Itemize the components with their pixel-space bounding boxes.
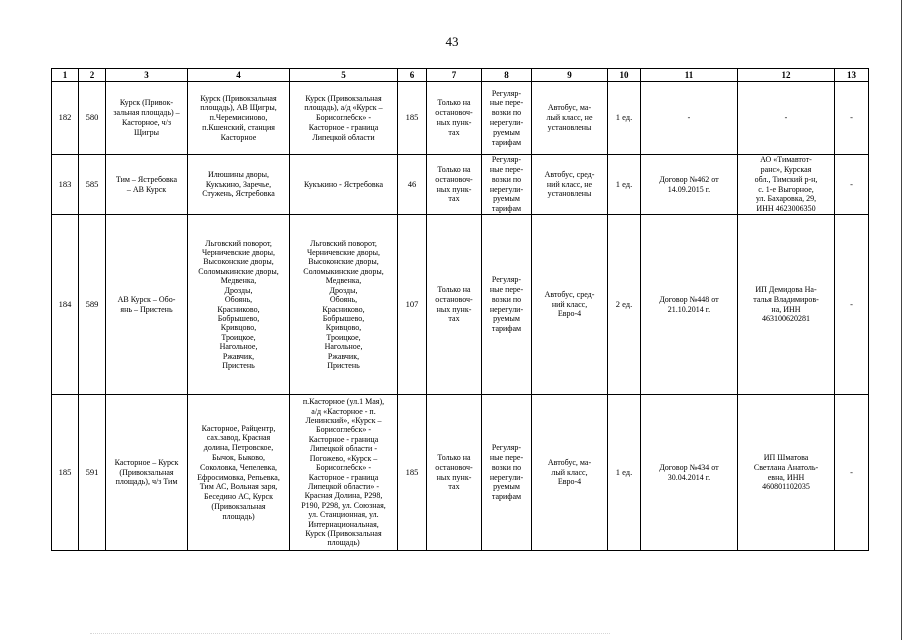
contract-info-cell — [641, 395, 738, 551]
stop-procedure-line: ных пунк- — [436, 184, 472, 194]
intermediate-stops-line: Медвенка, — [220, 276, 257, 286]
carrier-info-line: 460801102035 — [762, 482, 810, 492]
carrier-info-line: АО «Тимавтот- — [760, 155, 812, 165]
carrier-info-line: Светлана Анатоль- — [753, 462, 819, 472]
intermediate-stops-cell — [188, 215, 290, 395]
stop-procedure-line: тах — [448, 482, 460, 492]
route-streets-line: Липецкой области — [312, 132, 375, 142]
vehicle-class-line: установлены — [547, 189, 592, 199]
carrier-info-line: евна, ИНН — [767, 472, 805, 482]
carrier-info-cell — [738, 215, 835, 395]
table-row — [52, 155, 869, 215]
stop-procedure-line: остановоч- — [435, 174, 473, 184]
contract-info-line: - — [687, 113, 691, 123]
route-streets-cell — [290, 82, 398, 155]
route-name-line: Щигры — [133, 127, 159, 137]
carrier-info-line: ИНН 4623006350 — [756, 204, 816, 214]
intermediate-stops-cell — [188, 395, 290, 551]
route-streets-line: Борисоглебск» - — [315, 113, 371, 123]
transport-type-line: руемым — [493, 194, 520, 204]
stop-procedure-line: Только на — [437, 98, 471, 108]
note-cell: - — [835, 82, 869, 155]
header-row — [52, 69, 869, 82]
vehicle-class-cell — [532, 215, 608, 395]
contract-info-line: Договор №448 от — [659, 294, 719, 304]
intermediate-stops-line: Касторное — [220, 132, 257, 142]
route-length-cell: 107 — [398, 215, 427, 395]
stop-procedure-line: Только на — [437, 164, 471, 174]
contract-info-line: 21.10.2014 г. — [667, 304, 711, 314]
col-header-8: 8 — [482, 69, 532, 82]
intermediate-stops-line: Троицкое, — [221, 332, 256, 342]
route-streets-line: Троицкое, — [326, 332, 361, 342]
intermediate-stops-line: Беседино АС, Курск — [204, 492, 273, 502]
col-header-11: 11 — [641, 69, 738, 82]
transport-type-line: нерегули- — [489, 472, 524, 482]
col-header-7: 7 — [427, 69, 482, 82]
transport-type-line: ные пере- — [489, 284, 524, 294]
intermediate-stops-line: Бобрышево, — [217, 313, 260, 323]
contract-info-line: Договор №462 от — [659, 174, 719, 184]
route-streets-line: п.Касторное (ул.1 Мая), — [302, 397, 385, 407]
contract-info-cell — [641, 155, 738, 215]
col-header-10: 10 — [608, 69, 641, 82]
row-number-cell: 182 — [52, 82, 79, 155]
route-streets-line: Соломыкинские дворы, — [303, 266, 384, 276]
transport-type-line: руемым — [493, 314, 520, 324]
intermediate-stops-line: Обоянь, — [224, 295, 253, 305]
stop-procedure-line: Только на — [437, 452, 471, 462]
route-streets-line: площадь) — [327, 538, 360, 548]
stop-procedure-line: остановоч- — [435, 108, 473, 118]
vehicle-count-cell: 1 ед. — [608, 155, 641, 215]
transport-type-line: тарифам — [491, 204, 522, 214]
col-header-1: 1 — [52, 69, 79, 82]
carrier-info-cell — [738, 395, 835, 551]
transport-type-line: тарифам — [491, 492, 522, 502]
vehicle-class-line: установлены — [547, 122, 592, 132]
note-cell: - — [835, 155, 869, 215]
carrier-info-cell — [738, 155, 835, 215]
col-header-12: 12 — [738, 69, 835, 82]
transport-type-cell — [482, 155, 532, 215]
route-streets-line: Кукъкино - Ястребовка — [303, 179, 384, 189]
transport-type-line: тарифам — [491, 324, 522, 334]
route-streets-line: Медвенка, — [325, 276, 362, 286]
intermediate-stops-line: Илюшины дворы, — [207, 169, 269, 179]
route-length-cell: 185 — [398, 395, 427, 551]
intermediate-stops-line: Льговский поворот, — [205, 238, 272, 248]
transport-type-line: возки по — [491, 174, 522, 184]
col-header-5: 5 — [290, 69, 398, 82]
route-name-line: Касторное, ч/з — [121, 118, 172, 127]
stop-procedure-line: остановоч- — [435, 462, 473, 472]
vehicle-class-line: Автобус, ма- — [547, 457, 592, 467]
col-header-3: 3 — [106, 69, 188, 82]
intermediate-stops-line: Красниково, — [217, 304, 260, 314]
table-row — [52, 215, 869, 395]
route-streets-line: Нагольное, — [324, 342, 363, 352]
route-name-line: Касторное – Курск — [114, 457, 179, 467]
route-streets-cell — [290, 215, 398, 395]
transport-type-line: Регуляр- — [491, 275, 522, 285]
transport-type-line: нерегули- — [489, 184, 524, 194]
intermediate-stops-line: площадь) — [222, 511, 255, 521]
vehicle-class-line: ний класс, — [551, 299, 588, 309]
vehicle-class-line: Евро-4 — [557, 477, 582, 487]
route-name-line: Тим – Ястребовка — [115, 174, 178, 184]
page-edge-line — [901, 0, 902, 640]
transport-type-line: возки по — [491, 462, 522, 472]
route-streets-line: Касторное - граница — [308, 472, 379, 482]
intermediate-stops-line: Бычок, Быково, — [211, 452, 266, 462]
route-streets-cell — [290, 155, 398, 215]
route-number-cell: 591 — [79, 395, 106, 551]
vehicle-count-cell: 1 ед. — [608, 395, 641, 551]
route-length-cell: 46 — [398, 155, 427, 215]
route-name-line: зальная площадь) – — [113, 108, 180, 118]
transport-type-line: ные пере- — [489, 164, 524, 174]
route-streets-line: Пристень — [327, 360, 360, 370]
intermediate-stops-line: Кривцово, — [220, 323, 257, 333]
route-streets-line: Ленинский», «Курск – — [305, 416, 382, 426]
route-number-cell: 580 — [79, 82, 106, 155]
carrier-info-line: 463100620281 — [762, 314, 810, 324]
note-cell: - — [835, 395, 869, 551]
route-streets-line: Р190, Р298, ул. Союзная, — [301, 500, 386, 510]
stop-procedure-cell — [427, 82, 482, 155]
route-name-line: янь – Пристень — [120, 304, 173, 314]
intermediate-stops-line: п.Черемисиново, — [209, 113, 268, 123]
intermediate-stops-line: площадь), АВ Щигры, — [200, 103, 277, 113]
route-length-cell: 185 — [398, 82, 427, 155]
stop-procedure-line: остановоч- — [435, 294, 473, 304]
contract-info-line: Договор №434 от — [659, 462, 719, 472]
stop-procedure-cell — [427, 215, 482, 395]
intermediate-stops-line: Касторное, Райцентр, — [201, 423, 276, 433]
route-name-line: – АВ Курск — [126, 184, 167, 194]
route-name-line: (Привокзальная — [119, 467, 174, 477]
route-name-cell — [106, 155, 188, 215]
route-streets-cell — [290, 395, 398, 551]
vehicle-class-line: лый класс, не — [546, 113, 593, 123]
intermediate-stops-line: Тим АС, Вольная заря, — [199, 482, 278, 492]
row-number-cell: 183 — [52, 155, 79, 215]
col-header-2: 2 — [79, 69, 106, 82]
transport-type-line: тарифам — [491, 137, 522, 147]
route-streets-line: а/д «Касторное - п. — [311, 406, 376, 416]
carrier-info-line: талья Владимиров- — [753, 294, 819, 304]
route-streets-line: Курск (Привокзальная — [305, 528, 382, 538]
route-streets-line: ул. Станционная, ул. — [308, 510, 379, 520]
carrier-info-line: обл., Тимский р-н, — [754, 174, 818, 184]
stop-procedure-line: ных пунк- — [436, 304, 472, 314]
intermediate-stops-cell — [188, 155, 290, 215]
route-streets-line: Липецкой области» - — [308, 481, 379, 491]
intermediate-stops-line: Курск (Привокзальная — [200, 93, 277, 103]
col-header-4: 4 — [188, 69, 290, 82]
route-name-line: АВ Курск – Обо- — [117, 294, 176, 304]
row-number-cell: 185 — [52, 395, 79, 551]
page-number: 43 — [445, 34, 459, 49]
stop-procedure-cell — [427, 155, 482, 215]
route-streets-line: Обоянь, — [329, 295, 358, 305]
intermediate-stops-line: Пристень — [222, 360, 255, 370]
route-number-cell: 585 — [79, 155, 106, 215]
transport-type-cell — [482, 82, 532, 155]
stop-procedure-line: ных пунк- — [436, 472, 472, 482]
transport-type-line: ные пере- — [489, 452, 524, 462]
intermediate-stops-line: п.Кшенский, станция — [202, 122, 275, 132]
route-streets-line: Кривцово, — [325, 323, 362, 333]
intermediate-stops-line: сах.завод, Красная — [206, 433, 271, 443]
carrier-info-line: с. 1-е Выгорное, — [758, 184, 814, 194]
vehicle-class-line: Автобус, сред- — [544, 289, 595, 299]
col-header-13: 13 — [835, 69, 869, 82]
routes-table — [51, 68, 869, 551]
route-name-cell — [106, 395, 188, 551]
intermediate-stops-line: Ефросимовка, Репьевка, — [197, 472, 280, 482]
row-number-cell: 184 — [52, 215, 79, 395]
intermediate-stops-line: Высоконские дворы, — [203, 257, 274, 267]
carrier-info-line: ранс», Курская — [760, 164, 812, 174]
route-streets-line: Курск (Привокзальная — [305, 93, 382, 103]
transport-type-cell — [482, 395, 532, 551]
intermediate-stops-line: Ржавчик, — [222, 351, 255, 361]
route-streets-line: Борисоглебск» - — [315, 425, 371, 435]
vehicle-count-cell: 2 ед. — [608, 215, 641, 395]
route-streets-line: площадь), а/д «Курск – — [304, 103, 383, 113]
transport-type-line: руемым — [493, 482, 520, 492]
route-name-line: площадь), ч/з Тим — [115, 477, 178, 487]
intermediate-stops-line: Соколовка, Чепелевка, — [199, 462, 277, 472]
intermediate-stops-line: Черничевские дворы, — [201, 248, 276, 258]
scan-artifact-line — [90, 633, 610, 636]
vehicle-count-cell: 1 ед. — [608, 82, 641, 155]
col-header-9: 9 — [532, 69, 608, 82]
route-streets-line: Погожево, «Курск – — [309, 453, 378, 463]
stop-procedure-line: тах — [448, 194, 460, 204]
route-name-line: Курск (Привок- — [119, 98, 174, 108]
vehicle-class-line: лый класс, — [551, 467, 588, 477]
stop-procedure-line: тах — [448, 314, 460, 324]
carrier-info-line: - — [784, 113, 788, 123]
carrier-info-line: на, ИНН — [771, 304, 801, 314]
carrier-info-line: ИП Шматова — [763, 452, 809, 462]
route-streets-line: Касторное - граница — [308, 122, 379, 132]
route-name-cell — [106, 215, 188, 395]
table-row — [52, 82, 869, 155]
transport-type-line: возки по — [491, 294, 522, 304]
route-streets-line: Высоконские дворы, — [308, 257, 379, 267]
route-number-cell: 589 — [79, 215, 106, 395]
contract-info-cell — [641, 215, 738, 395]
transport-type-line: нерегули- — [489, 118, 524, 127]
route-streets-line: Борисоглебск» - — [315, 463, 371, 473]
intermediate-stops-line: Стужень, Ястребовка — [202, 189, 275, 199]
route-streets-line: Касторное - граница — [308, 434, 379, 444]
intermediate-stops-line: Кукъкино, Заречье, — [205, 179, 272, 189]
carrier-info-line: ул. Бахаровка, 29, — [755, 194, 817, 204]
stop-procedure-line: ных пунк- — [436, 118, 472, 127]
intermediate-stops-cell — [188, 82, 290, 155]
route-streets-line: Льговский поворот, — [310, 238, 377, 248]
contract-info-cell — [641, 82, 738, 155]
vehicle-class-line: Автобус, сред- — [544, 169, 595, 179]
vehicle-class-cell — [532, 395, 608, 551]
contract-info-line: 30.04.2014 г. — [667, 472, 711, 482]
transport-type-line: Регуляр- — [491, 88, 522, 98]
stop-procedure-cell — [427, 395, 482, 551]
transport-type-line: возки по — [491, 108, 522, 118]
carrier-info-cell — [738, 82, 835, 155]
intermediate-stops-line: Нагольное, — [219, 342, 258, 352]
transport-type-line: Регуляр- — [491, 155, 522, 165]
transport-type-cell — [482, 215, 532, 395]
contract-info-line: 14.09.2015 г. — [667, 184, 711, 194]
intermediate-stops-line: (Привокзальная — [211, 501, 266, 511]
transport-type-line: ные пере- — [489, 98, 524, 108]
carrier-info-line: ИП Демидова На- — [755, 284, 817, 294]
route-streets-line: Ржавчик, — [327, 351, 360, 361]
vehicle-class-line: Евро-4 — [557, 309, 582, 319]
note-cell: - — [835, 215, 869, 395]
stop-procedure-line: тах — [448, 127, 460, 137]
route-streets-line: Бобрышево, — [322, 313, 365, 323]
vehicle-class-line: Автобус, ма- — [547, 103, 592, 113]
transport-type-line: Регуляр- — [491, 443, 522, 453]
route-streets-line: Черничевские дворы, — [306, 248, 381, 258]
route-streets-line: Интернациональная, — [308, 519, 379, 529]
col-header-6: 6 — [398, 69, 427, 82]
route-name-cell — [106, 82, 188, 155]
transport-type-line: руемым — [493, 127, 520, 137]
table-row — [52, 395, 869, 551]
stop-procedure-line: Только на — [437, 284, 471, 294]
route-streets-line: Дрозды, — [329, 285, 358, 295]
vehicle-class-cell — [532, 82, 608, 155]
intermediate-stops-line: Соломыкинские дворы, — [198, 266, 279, 276]
route-streets-line: Липецкой области - — [310, 444, 377, 454]
route-streets-line: Красная Долина, Р298, — [304, 491, 383, 501]
vehicle-class-line: ний класс, не — [546, 179, 593, 189]
vehicle-class-cell — [532, 155, 608, 215]
table-body — [52, 82, 869, 551]
intermediate-stops-line: Дрозды, — [224, 285, 253, 295]
intermediate-stops-line: долина, Петровское, — [203, 443, 274, 453]
transport-type-line: нерегули- — [489, 304, 524, 314]
route-streets-line: Красниково, — [322, 304, 365, 314]
